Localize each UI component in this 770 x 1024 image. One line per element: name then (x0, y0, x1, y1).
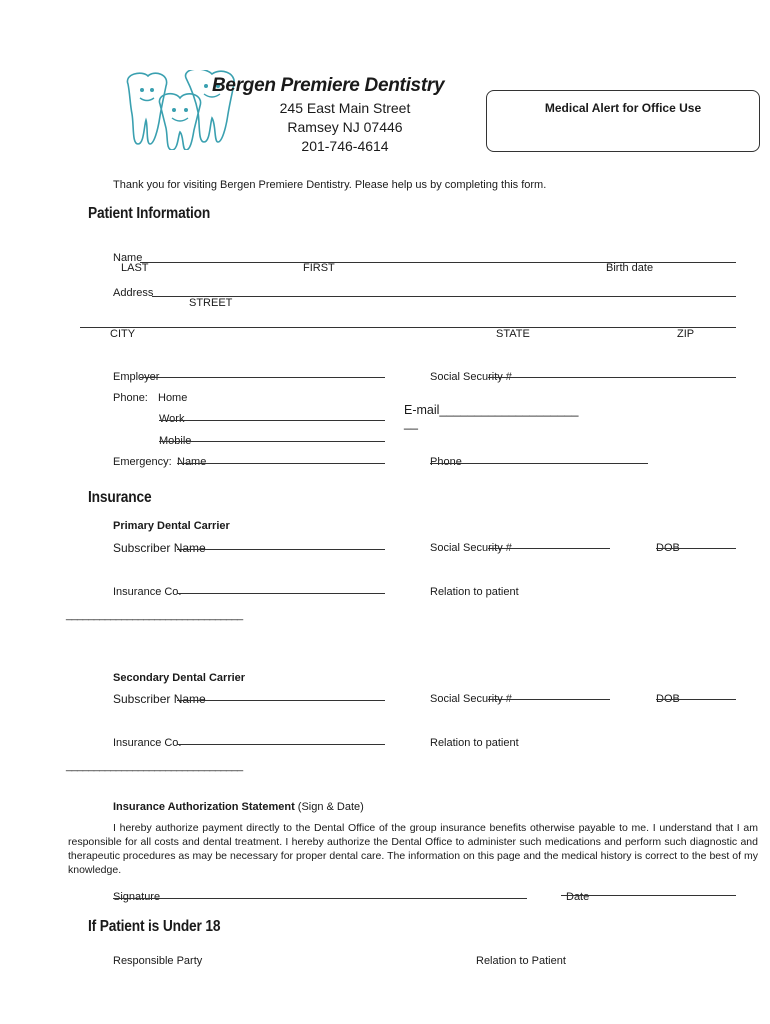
relation-to-patient-label: Relation to Patient (476, 955, 566, 967)
primary-extra-line[interactable]: ________________________________ (66, 609, 243, 621)
street-label: STREET (189, 297, 233, 309)
city-state-zip-field[interactable] (80, 327, 736, 328)
emergency-phone-label: Phone (430, 456, 462, 468)
primary-dob-label: DOB (656, 542, 680, 554)
phone-home-label: Home (158, 392, 188, 404)
minor-heading: If Patient is Under 18 (88, 918, 221, 935)
auth-title: Insurance Authorization Statement (113, 801, 295, 813)
signature-label: Signature (113, 891, 161, 903)
emergency-phone-field[interactable] (430, 463, 648, 464)
first-label: FIRST (303, 262, 335, 274)
insurance-heading: Insurance (88, 489, 152, 506)
phone-mobile-field[interactable] (159, 441, 385, 442)
secondary-ins-co-label: Insurance Co. (113, 737, 182, 749)
medical-alert-title: Medical Alert for Office Use (544, 101, 702, 115)
intro-text: Thank you for visiting Bergen Premiere Dentistry. Please help us by completing this form. (113, 179, 547, 191)
primary-subscriber-label: Subscriber Name (113, 541, 206, 555)
email-label-text: E-mail (404, 403, 440, 417)
birth-date-label: Birth date (606, 262, 654, 274)
responsible-party-label: Responsible Party (113, 955, 203, 967)
date-label: Date (566, 891, 590, 903)
signature-field[interactable] (113, 898, 527, 899)
email-field[interactable]: ____________________ (439, 403, 579, 417)
primary-ssn-label: Social Security # (430, 542, 512, 554)
date-field[interactable] (561, 895, 736, 896)
auth-suffix: (Sign & Date) (297, 801, 364, 813)
emergency-name-label: Name (177, 456, 207, 468)
auth-heading (113, 801, 364, 813)
zip-label: ZIP (677, 328, 695, 340)
secondary-ssn-label: Social Security # (430, 693, 512, 705)
primary-ins-co-field[interactable] (177, 593, 385, 594)
phone-work-field[interactable] (159, 420, 385, 421)
email-label[interactable] (404, 403, 578, 417)
primary-carrier-title: Primary Dental Carrier (113, 520, 230, 532)
primary-subscriber-field[interactable] (177, 549, 385, 550)
secondary-relation-label: Relation to patient (430, 737, 519, 749)
secondary-ins-co-field[interactable] (177, 744, 385, 745)
practice-name: Bergen Premiere Dentistry (212, 75, 445, 96)
secondary-subscriber-label: Subscriber Name (113, 692, 206, 706)
city-label: CITY (110, 328, 136, 340)
secondary-dob-label: DOB (656, 693, 680, 705)
auth-statement: I hereby authorize payment directly to the Dental Office of the group insurance benefits otherwise payable to me. I understand that I am responsible for all costs and dental treatment. I hereby authorize the Dental Office to administer such medications and perform such diagnostic and therapeutic procedures as may be necessary for proper dental care. The information on this page and the medical history is correct to the best of my knowledge. (68, 822, 758, 876)
phone-label: Phone: (113, 392, 148, 404)
practice-address-line1: 245 East Main Street (279, 100, 411, 116)
primary-relation-label: Relation to patient (430, 586, 519, 598)
ssn-field[interactable] (488, 377, 736, 378)
secondary-ssn-field[interactable] (488, 699, 610, 700)
secondary-dob-field[interactable] (656, 699, 736, 700)
emergency-label: Emergency: (113, 456, 172, 468)
email-field-continuation[interactable]: __ (404, 416, 418, 430)
secondary-subscriber-field[interactable] (177, 700, 385, 701)
state-label: STATE (496, 328, 530, 340)
primary-dob-field[interactable] (656, 548, 736, 549)
address-label: Address (113, 287, 154, 299)
secondary-carrier-title: Secondary Dental Carrier (113, 672, 246, 684)
ssn-label: Social Security # (430, 371, 512, 383)
medical-alert-box[interactable] (486, 90, 760, 152)
name-label: Name (113, 252, 143, 264)
emergency-name-field[interactable] (177, 463, 385, 464)
employer-field[interactable] (140, 377, 385, 378)
employer-label: Employer (113, 371, 160, 383)
practice-phone: 201-746-4614 (301, 138, 389, 154)
address-field[interactable] (152, 296, 736, 297)
last-label: LAST (121, 262, 149, 274)
phone-work-label: Work (159, 413, 185, 425)
secondary-extra-line[interactable]: ________________________________ (66, 760, 243, 772)
phone-mobile-label: Mobile (159, 435, 192, 447)
primary-ssn-field[interactable] (488, 548, 610, 549)
patient-info-heading: Patient Information (88, 205, 211, 222)
practice-address-line2: Ramsey NJ 07446 (287, 119, 403, 135)
primary-ins-co-label: Insurance Co. (113, 586, 182, 598)
